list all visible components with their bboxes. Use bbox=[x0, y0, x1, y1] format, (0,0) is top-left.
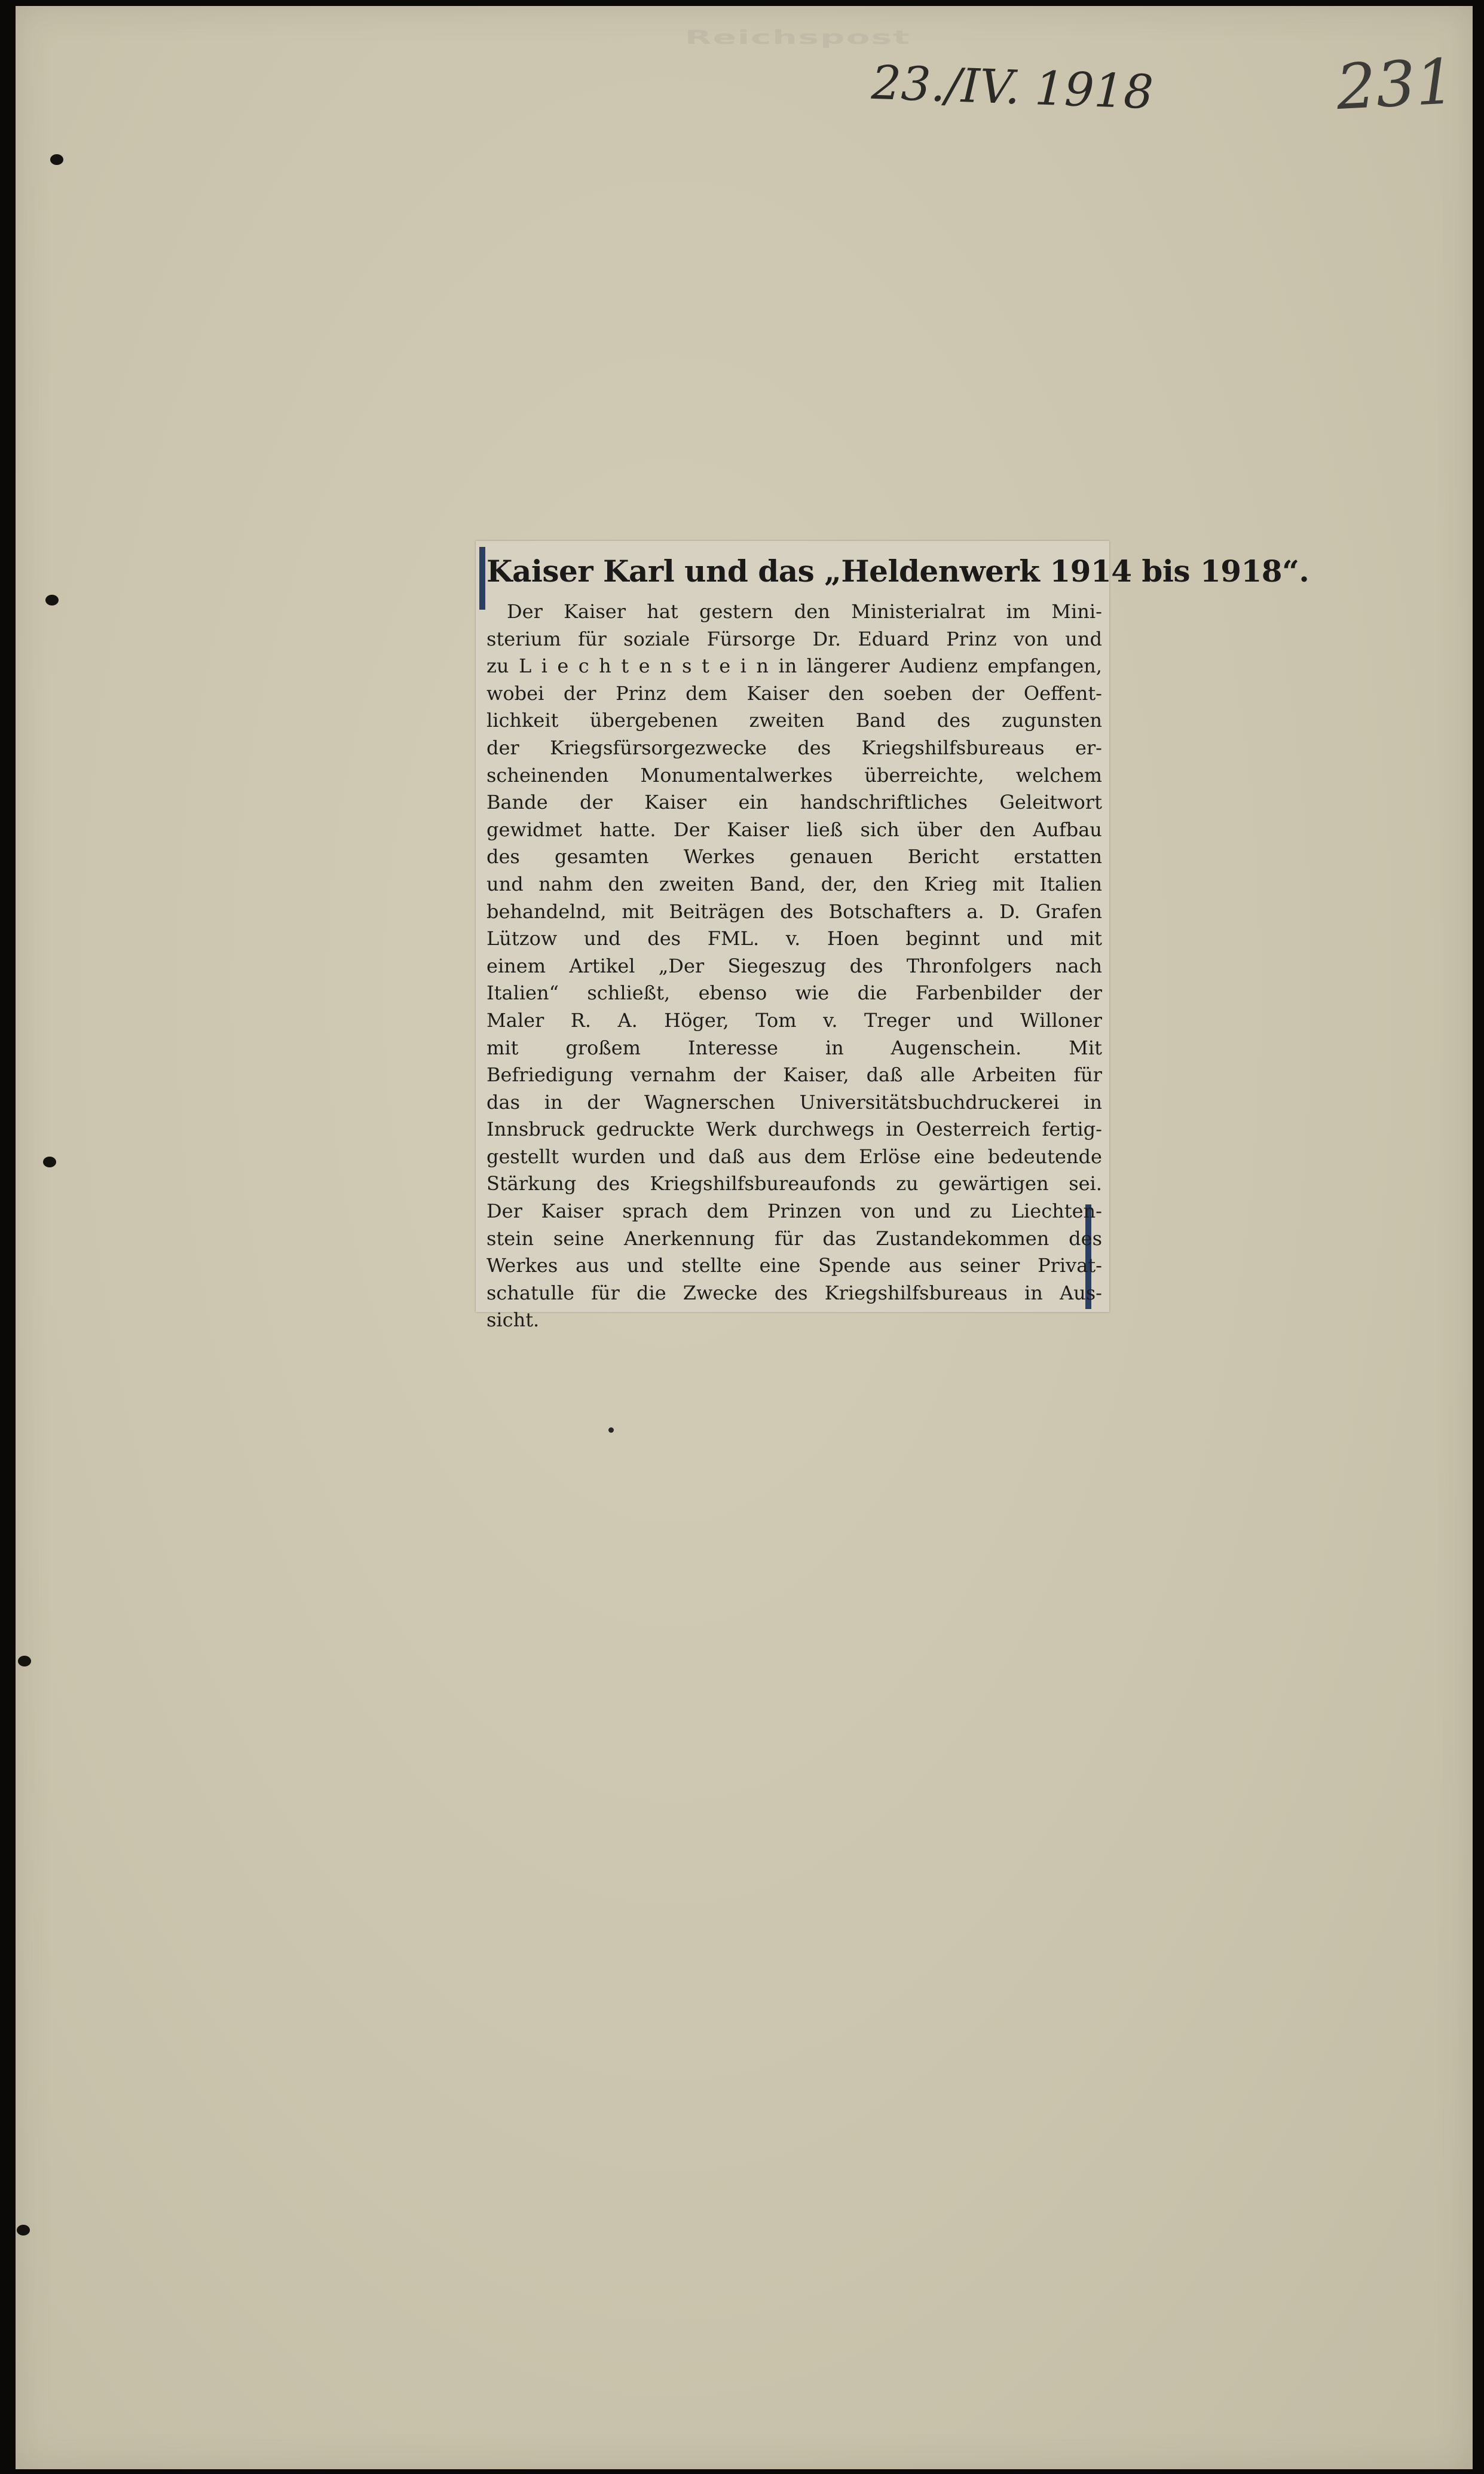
binder-hole bbox=[43, 1157, 56, 1167]
article-line: lichkeit übergebenen zweiten Band des zugunsten bbox=[486, 709, 1102, 732]
article-line: behandelnd, mit Beiträgen des Botschafters a. D. Grafen bbox=[486, 900, 1102, 923]
binder-hole bbox=[50, 154, 63, 165]
folio-number: 231 bbox=[1334, 44, 1457, 124]
article-line: gestellt wurden und daß aus dem Erlöse eine bedeutende bbox=[486, 1145, 1102, 1168]
article-line: Bande der Kaiser ein handschriftliches Geleitwort bbox=[486, 791, 1102, 814]
article-line: sicht. bbox=[486, 1308, 540, 1332]
binder-hole bbox=[45, 595, 59, 605]
article-line: des gesamten Werkes genauen Bericht erstatten bbox=[486, 845, 1102, 869]
article-line: Der Kaiser sprach dem Prinzen von und zu Liechten- bbox=[486, 1200, 1102, 1223]
article-line: Werkes aus und stellte eine Spende aus seiner Privat- bbox=[486, 1254, 1102, 1277]
blue-pencil-mark-left bbox=[479, 547, 485, 610]
newspaper-clipping bbox=[476, 541, 1309, 1332]
binder-hole bbox=[17, 2225, 30, 2236]
article-line: Maler R. A. Höger, Tom v. Treger und Willoner bbox=[486, 1008, 1102, 1032]
article-line: Italien“ schließt, ebenso wie die Farbenbilder der bbox=[486, 981, 1102, 1005]
paper-speck bbox=[608, 1427, 614, 1433]
article-line: Innsbruck gedruckte Werk durchwegs in Oesterreich fertig- bbox=[486, 1118, 1102, 1141]
article-headline: Kaiser Karl und das „Heldenwerk 1914 bis 1918“. bbox=[486, 553, 1309, 589]
article-body bbox=[486, 598, 1102, 1334]
article-line: scheinenden Monumentalwerkes überreichte, welchem bbox=[486, 763, 1102, 787]
article-line: der Kriegsfürsorgezwecke des Kriegshilfsbureaus er- bbox=[486, 736, 1102, 759]
article-line: stein seine Anerkennung für das Zustandekommen des bbox=[486, 1227, 1102, 1250]
article-line: sterium für soziale Fürsorge Dr. Eduard Prinz von und bbox=[486, 627, 1102, 650]
article-line: zu L i e c h t e n s t e i n in längerer Audienz empfangen, bbox=[486, 655, 1102, 678]
newspaper-stamp: Reichspost bbox=[685, 26, 911, 49]
article-line: einem Artikel „Der Siegeszug des Thronfolgers nach bbox=[486, 954, 1102, 977]
article-line: mit großem Interesse in Augenschein. Mit bbox=[486, 1036, 1102, 1059]
handwritten-date: 23./IV. 1918 bbox=[870, 56, 1155, 120]
article-line: gewidmet hatte. Der Kaiser ließ sich über den Aufbau bbox=[486, 818, 1102, 841]
article-line: und nahm den zweiten Band, der, den Krieg mit Italien bbox=[486, 872, 1102, 895]
article-line: Lützow und des FML. v. Hoen beginnt und mit bbox=[486, 927, 1102, 950]
archive-sheet bbox=[16, 6, 1473, 2469]
article-line: Der Kaiser hat gestern den Ministerialrat im Mini- bbox=[507, 600, 1102, 623]
binder-hole bbox=[18, 1656, 31, 1666]
article-line: Befriedigung vernahm der Kaiser, daß alle Arbeiten für bbox=[486, 1063, 1102, 1087]
article-line: Stärkung des Kriegshilfsbureaufonds zu gewärtigen sei. bbox=[486, 1172, 1102, 1195]
article-line: schatulle für die Zwecke des Kriegshilfsbureaus in Aus- bbox=[486, 1281, 1102, 1304]
article-line: das in der Wagnerschen Universitätsbuchdruckerei in bbox=[486, 1090, 1102, 1114]
article-line: wobei der Prinz dem Kaiser den soeben der Oeffent- bbox=[486, 681, 1102, 705]
